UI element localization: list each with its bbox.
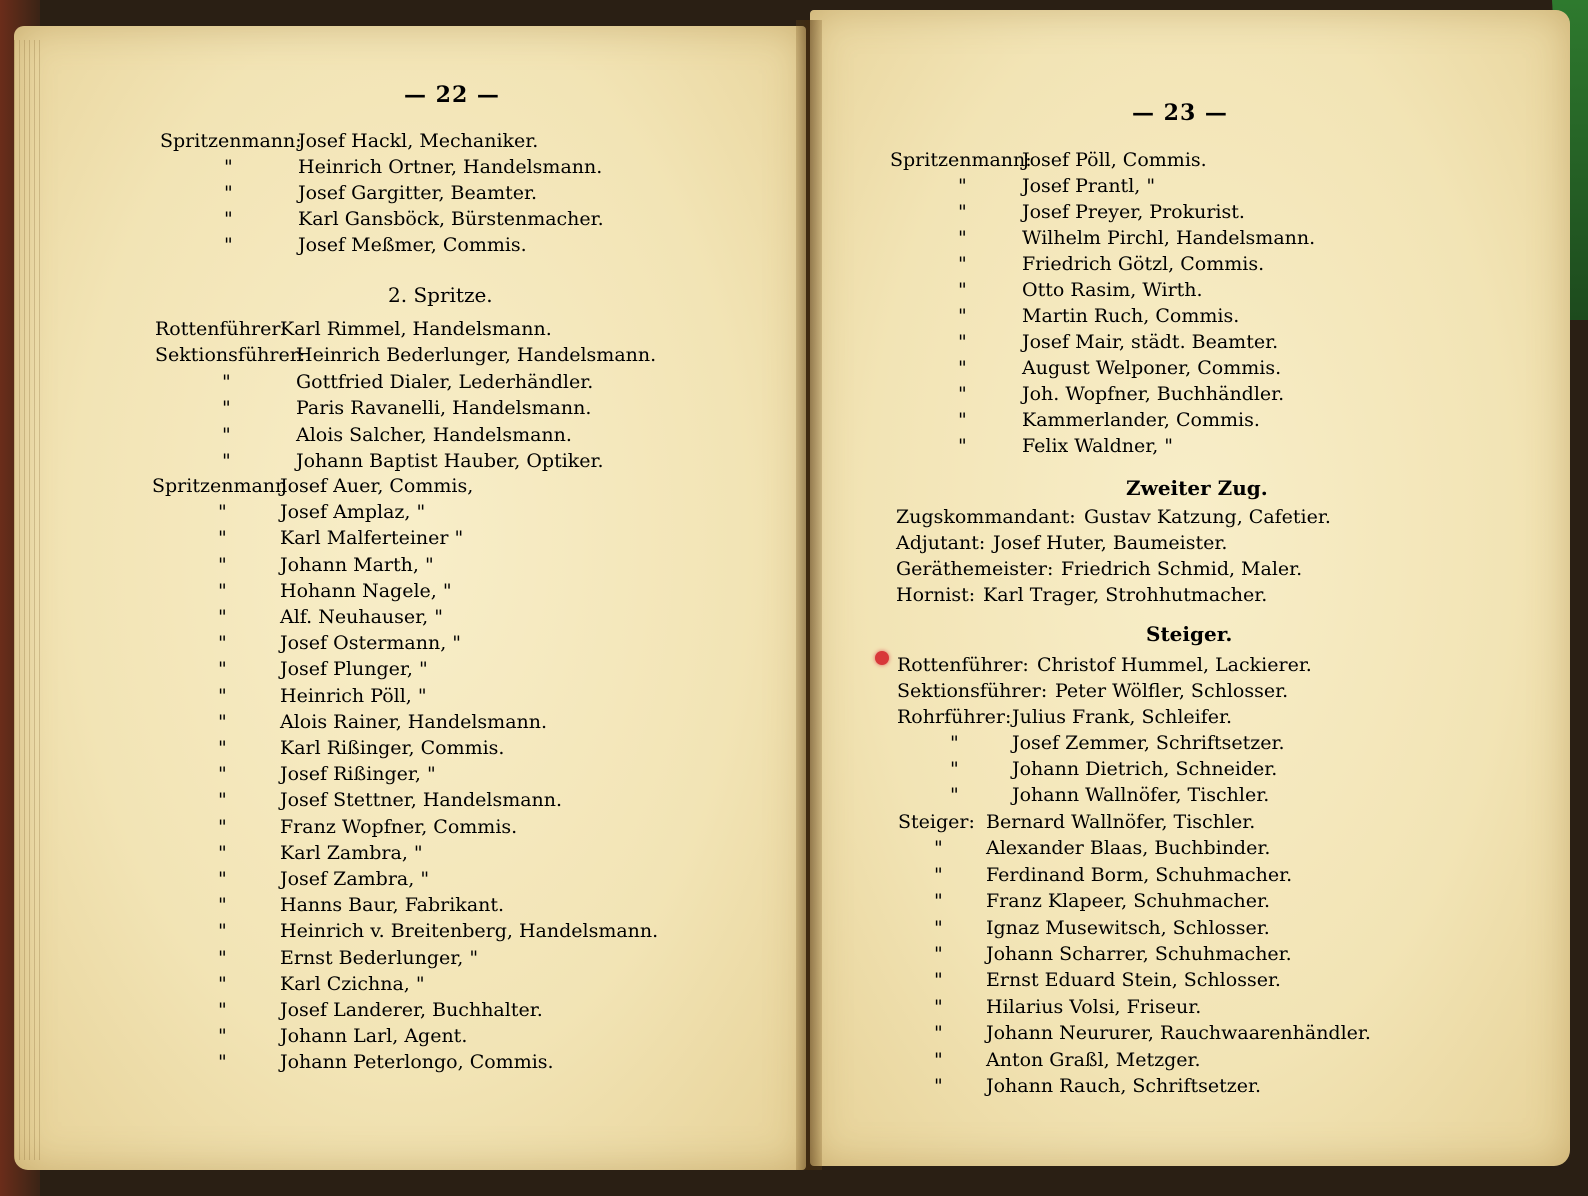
ditto-mark: "	[218, 579, 227, 602]
list-item: Alf. Neuhauser, "	[280, 606, 443, 628]
list-item: Johann Dietrich, Schneider.	[1012, 758, 1278, 780]
role-entry: Christof Hummel, Lackierer.	[1037, 654, 1312, 676]
role-label-rohrfuehrer: Rohrführer:	[897, 706, 1012, 728]
list-item: Julius Frank, Schleifer.	[1012, 706, 1233, 728]
list-item: Hanns Baur, Fabrikant.	[280, 894, 505, 917]
ditto-mark: "	[218, 972, 227, 995]
ditto-mark: "	[218, 1051, 227, 1074]
role-label: Adjutant:	[896, 532, 986, 554]
ditto-mark: "	[218, 894, 227, 917]
list-item: Martin Ruch, Commis.	[1022, 305, 1240, 327]
list-item: Johann Neururer, Rauchwaarenhändler.	[986, 1022, 1371, 1045]
list-item: Franz Klapeer, Schuhmacher.	[986, 890, 1271, 913]
list-item: Josef Ostermann, "	[280, 632, 462, 655]
list-item: Otto Rasim, Wirth.	[1022, 279, 1203, 301]
list-item: Johann Peterlongo, Commis.	[280, 1051, 554, 1074]
ditto-mark: "	[958, 331, 967, 353]
ditto-mark: "	[224, 208, 233, 230]
section-heading-steiger: Steiger.	[1146, 622, 1233, 646]
list-item: Karl Rißinger, Commis.	[280, 737, 505, 759]
role-label-spritzenmann: Spritzenmann:	[160, 130, 302, 152]
section-heading-zweiter-zug: Zweiter Zug.	[1126, 476, 1268, 500]
ditto-mark: "	[958, 253, 967, 275]
list-item: Johann Marth, "	[280, 553, 434, 576]
list-item: Wilhelm Pirchl, Handelsmann.	[1022, 227, 1316, 249]
ditto-mark: "	[934, 995, 943, 1018]
ditto-mark: "	[958, 305, 967, 327]
list-item: Josef Gargitter, Beamter.	[298, 182, 538, 204]
list-item: Ferdinand Borm, Schuhmacher.	[986, 863, 1293, 886]
list-item: Josef Meßmer, Commis.	[298, 234, 527, 256]
list-item: Alois Rainer, Handelsmann.	[280, 710, 548, 733]
list-item: Johann Scharrer, Schuhmacher.	[986, 943, 1292, 965]
list-item: Josef Plunger, "	[280, 658, 428, 681]
ditto-mark: "	[934, 943, 943, 965]
ditto-mark: "	[950, 758, 959, 780]
list-item: Josef Auer, Commis,	[280, 475, 474, 497]
list-item: Johann Wallnöfer, Tischler.	[1012, 784, 1270, 806]
list-item: Felix Waldner, "	[1022, 435, 1174, 457]
list-item: Josef Amplaz, "	[280, 501, 426, 524]
ditto-mark: "	[934, 916, 943, 939]
role-label: Sektionsführer:	[897, 680, 1048, 702]
ditto-mark: "	[222, 450, 231, 472]
role-label: Hornist:	[896, 584, 976, 606]
ditto-mark: "	[934, 1048, 943, 1071]
list-item: Kammerlander, Commis.	[1022, 409, 1260, 431]
ditto-mark: "	[934, 890, 943, 913]
ditto-mark: "	[958, 409, 967, 431]
list-item: Heinrich Pöll, "	[280, 684, 427, 707]
list-item: Johann Larl, Agent.	[280, 1025, 468, 1048]
ditto-mark: "	[958, 279, 967, 301]
ditto-mark: "	[218, 658, 227, 681]
list-item: Friedrich Götzl, Commis.	[1022, 253, 1265, 275]
ditto-mark: "	[218, 632, 227, 655]
list-item: Gottfried Dialer, Lederhändler.	[296, 370, 594, 393]
ditto-mark: "	[950, 784, 959, 806]
ditto-mark: "	[958, 201, 967, 223]
page-number-left: — 22 —	[404, 82, 500, 108]
list-item: Paris Ravanelli, Handelsmann.	[296, 397, 592, 419]
ditto-mark: "	[218, 763, 227, 786]
ditto-mark: "	[218, 737, 227, 759]
list-item: Hohann Nagele, "	[280, 579, 452, 602]
ditto-mark: "	[222, 370, 231, 393]
role-label-steiger: Steiger:	[898, 811, 975, 833]
ditto-mark: "	[222, 423, 231, 446]
role-entry: Josef Huter, Baumeister.	[993, 532, 1228, 554]
list-item: Johann Rauch, Schriftsetzer.	[986, 1075, 1262, 1097]
list-item: Bernard Wallnöfer, Tischler.	[986, 811, 1256, 833]
ditto-mark: "	[218, 868, 227, 890]
list-item: Josef Stettner, Handelsmann.	[280, 789, 563, 812]
ditto-mark: "	[218, 606, 227, 628]
ditto-mark: "	[218, 1025, 227, 1048]
ditto-mark: "	[958, 357, 967, 379]
ditto-mark: "	[958, 435, 967, 457]
ditto-mark: "	[218, 815, 227, 838]
list-item: Karl Zambra, "	[280, 841, 423, 864]
ditto-mark: "	[218, 710, 227, 733]
ditto-mark: "	[218, 920, 227, 943]
list-item: Josef Mair, städt. Beamter.	[1022, 331, 1279, 353]
ditto-mark: "	[224, 182, 233, 204]
list-item: Ignaz Musewitsch, Schlosser.	[986, 916, 1270, 939]
ditto-mark: "	[218, 553, 227, 576]
role-label-sektionsfuehrer: Sektionsführer:	[155, 344, 306, 366]
list-item: Heinrich Ortner, Handelsmann.	[298, 156, 603, 178]
list-item: Karl Czichna, "	[280, 972, 425, 995]
list-item: Ernst Eduard Stein, Schlosser.	[986, 969, 1281, 992]
section-heading-2-spritze: 2. Spritze.	[388, 283, 493, 307]
list-item: Anton Graßl, Metzger.	[986, 1048, 1201, 1071]
list-item: Karl Malferteiner "	[280, 527, 464, 550]
role-label-spritzenmann-right: Spritzenmann:	[890, 149, 1032, 171]
ditto-mark: "	[218, 841, 227, 864]
ditto-mark: "	[218, 527, 227, 550]
list-item: Josef Zambra, "	[280, 868, 430, 890]
list-item: Franz Wopfner, Commis.	[280, 815, 518, 838]
list-item: Josef Zemmer, Schriftsetzer.	[1012, 732, 1285, 754]
role-entry: Gustav Katzung, Cafetier.	[1084, 506, 1331, 528]
list-item: Josef Rißinger, "	[280, 763, 436, 786]
ditto-mark: "	[934, 863, 943, 886]
red-mark	[875, 651, 889, 665]
ditto-mark: "	[218, 946, 227, 969]
page-number-right: — 23 —	[1132, 100, 1228, 126]
list-item: Hilarius Volsi, Friseur.	[986, 995, 1202, 1018]
ditto-mark: "	[934, 1022, 943, 1045]
list-item: Karl Gansböck, Bürstenmacher.	[298, 208, 604, 230]
list-item: Joh. Wopfner, Buchhändler.	[1022, 383, 1285, 405]
list-item: Heinrich v. Breitenberg, Handelsmann.	[280, 920, 659, 943]
ditto-mark: "	[934, 837, 943, 860]
page-edges	[14, 40, 44, 1160]
list-item: Josef Landerer, Buchhalter.	[280, 999, 543, 1021]
ditto-mark: "	[958, 227, 967, 249]
ditto-mark: "	[218, 789, 227, 812]
ditto-mark: "	[958, 383, 967, 405]
list-item: Josef Prantl, "	[1022, 175, 1156, 197]
list-item: Heinrich Bederlunger, Handelsmann.	[296, 344, 657, 366]
list-item: Alexander Blaas, Buchbinder.	[986, 837, 1271, 860]
role-label-spritzenmann-2: Spritzenmann	[152, 475, 288, 497]
ditto-mark: "	[958, 175, 967, 197]
ditto-mark: "	[934, 969, 943, 992]
ditto-mark: "	[224, 234, 233, 256]
list-item: Josef Preyer, Prokurist.	[1022, 201, 1245, 223]
list-item: August Welponer, Commis.	[1022, 357, 1282, 379]
role-label: Geräthemeister:	[896, 558, 1054, 580]
role-label: Rottenführer:	[897, 654, 1029, 676]
list-item: Josef Hackl, Mechaniker.	[298, 130, 539, 152]
list-item: Josef Pöll, Commis.	[1022, 149, 1207, 171]
ditto-mark: "	[218, 684, 227, 707]
ditto-mark: "	[218, 999, 227, 1021]
list-item: Alois Salcher, Handelsmann.	[296, 423, 572, 446]
list-item: Johann Baptist Hauber, Optiker.	[296, 450, 604, 472]
ditto-mark: "	[934, 1075, 943, 1097]
list-item: Ernst Bederlunger, "	[280, 946, 479, 969]
role-entry: Peter Wölfler, Schlosser.	[1055, 680, 1289, 702]
role-label: Zugskommandant:	[896, 506, 1076, 528]
ditto-mark: "	[950, 732, 959, 754]
entry-rottenfuehrer: Karl Rimmel, Handelsmann.	[280, 318, 552, 340]
ditto-mark: "	[218, 501, 227, 524]
role-entry: Karl Trager, Strohhutmacher.	[983, 584, 1268, 606]
role-entry: Friedrich Schmid, Maler.	[1061, 558, 1303, 580]
book-gutter	[796, 20, 822, 1170]
ditto-mark: "	[224, 156, 233, 178]
role-label-rottenfuehrer: Rottenführer:	[155, 318, 287, 340]
ditto-mark: "	[222, 397, 231, 419]
